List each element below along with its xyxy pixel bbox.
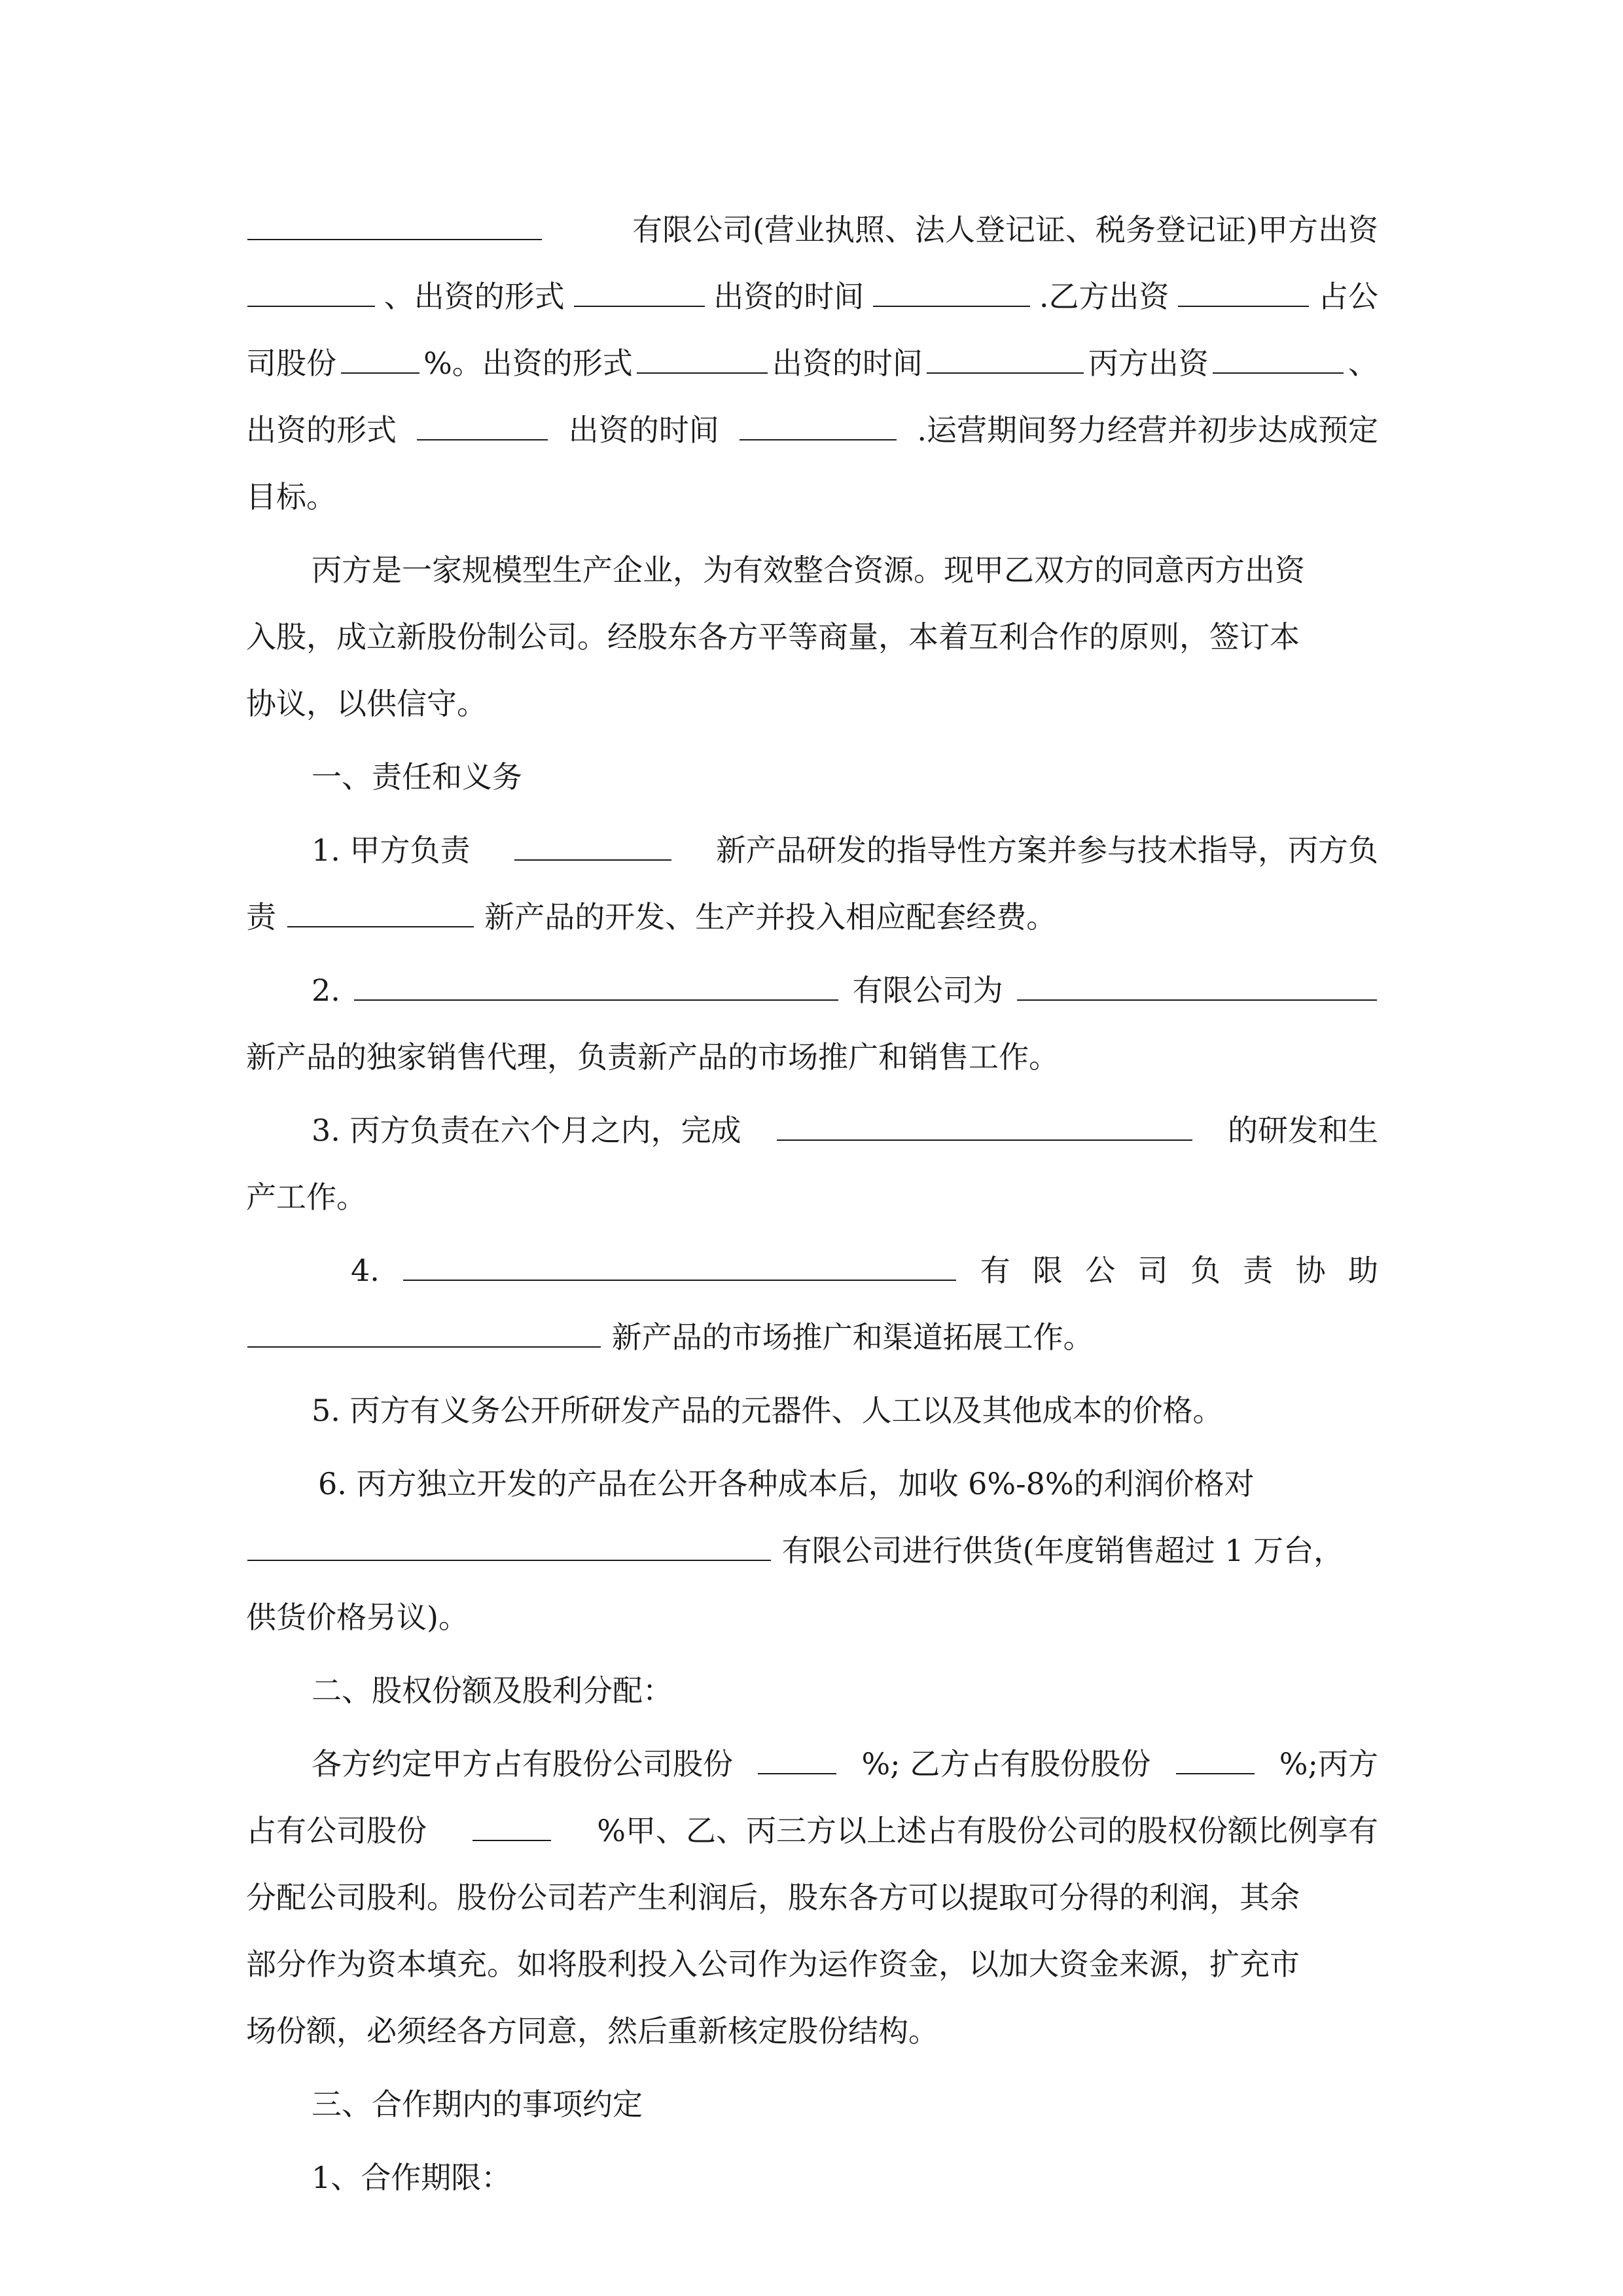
text-fragment: 公 [1085,1253,1116,1288]
fill-in-blank [403,1256,956,1281]
fill-in-blank [341,349,419,374]
list-item-line [246,957,1378,1024]
paragraph-line [246,397,1378,463]
text-fragment: 责 [246,899,276,935]
paragraph-line: 分配公司股利。股份公司若产生利润后，股东各方可以提取可分得的利润，其余 [246,1880,1300,1915]
fill-in-blank [927,349,1084,374]
fill-in-blank [574,282,705,307]
text-fragment: 出资的时间 [713,279,865,314]
text-fragment: 责 [1243,1253,1274,1288]
fill-in-blank [1176,1749,1255,1774]
fill-in-blank [287,903,474,927]
text-fragment: 丙方出资 [1088,346,1209,381]
paragraph-line [246,1797,1378,1864]
fill-in-blank [637,349,768,374]
fill-in-blank [758,1749,836,1774]
text-fragment: 占有公司股份 [246,1813,427,1848]
text-fragment: 占公 [1317,279,1378,314]
text-fragment: 协 [1295,1253,1326,1288]
fill-in-blank [1213,349,1344,374]
fill-in-blank [873,282,1030,307]
section-heading: 二、股权份额及股利分配： [312,1673,673,1708]
paragraph-line: 入股，成立新股份制公司。经股东各方平等商量，本着互利合作的原则，签订本 [246,619,1300,655]
list-item-line: 供货价格另议)。 [246,1600,469,1635]
fill-in-blank [417,416,548,440]
paragraph-line [246,1731,1378,1797]
subsection-heading: 1、合作期限： [312,2160,512,2195]
text-fragment: 、 [1347,346,1378,381]
section-heading: 三、合作期内的事项约定 [312,2087,643,2122]
fill-in-blank [777,1116,1192,1141]
text-fragment: 6. 丙方独立开发的产品在公开各种成本后，加收 6%-8%的利润价格对 [318,1466,1255,1501]
paragraph-line [246,330,1378,397]
text-fragment: 有限公司为 [852,973,1003,1008]
text-fragment: 有 [980,1253,1010,1288]
fill-in-blank [740,416,897,440]
document-body [246,196,1378,2211]
text-fragment: 助 [1347,1253,1378,1288]
paragraph-line: 场份额，必须经各方同意，然后重新核定股份结构。 [246,2013,938,2049]
paragraph-line: 部分作为资本填充。如将股利投入公司作为运作资金，以加大资金来源，扩充市 [246,1946,1300,1982]
text-fragment: 司 [1137,1253,1168,1288]
fill-in-blank [247,1536,771,1561]
list-item-line [246,1517,1378,1584]
text-fragment: 出资的形式 [246,412,397,448]
text-fragment: 司股份 [246,346,336,381]
text-fragment: 目标。 [246,479,336,514]
text-fragment: 1. 甲方负责 [312,833,471,868]
text-fragment: %; 乙方占有股份股份 [861,1746,1151,1782]
text-fragment: 出资的时间 [568,412,719,448]
list-item-line: 产工作。 [246,1179,366,1215]
paragraph-line: 协议，以供信守。 [246,686,487,721]
paragraph-line: 丙方是一家规模型生产企业，为有效整合资源。现甲乙双方的同意丙方出资 [312,552,1305,588]
text-fragment: 出资的时间 [772,346,923,381]
fill-in-blank [247,282,375,307]
paragraph-line [246,463,1378,530]
list-item-line [246,1237,1378,1304]
paragraph-line [246,196,1378,263]
fill-in-blank [247,1323,601,1348]
text-fragment: 各方约定甲方占有股份公司股份 [312,1746,733,1782]
text-fragment: 4. [351,1253,380,1288]
text-fragment: 2. [312,973,340,1008]
list-item-line: 5. 丙方有义务公开所研发产品的元器件、人工以及其他成本的价格。 [312,1393,1223,1428]
list-item-line [246,1450,1378,1517]
text-fragment: 有限公司进行供货(年度销售超过 1 万台， [781,1533,1344,1568]
list-item-line [246,817,1378,884]
text-fragment: %。出资的形式 [423,346,633,381]
fill-in-blank [354,976,838,1001]
text-fragment: .乙方出资 [1039,279,1169,314]
section-heading: 一、责任和义务 [312,759,522,795]
text-fragment: 限 [1032,1253,1063,1288]
text-fragment: %;丙方 [1279,1746,1378,1782]
paragraph-line [246,263,1378,330]
text-fragment: 、出资的形式 [383,279,565,314]
list-item-line: 新产品的独家销售代理，负责新产品的市场推广和销售工作。 [246,1039,1059,1075]
fill-in-blank [473,1816,551,1841]
text-fragment: 新产品的市场推广和渠道拓展工作。 [611,1319,1094,1355]
text-fragment: 有限公司(营业执照、法人登记证、税务登记证)甲方出资 [632,212,1378,247]
text-fragment: 的研发和生 [1227,1113,1378,1148]
text-fragment: 负 [1190,1253,1221,1288]
fill-in-blank [1017,976,1377,1001]
list-item-line [246,1097,1378,1164]
text-fragment: 新产品研发的指导性方案并参与技术指导，丙方负 [715,833,1378,868]
fill-in-blank [514,836,671,861]
list-item-line [246,1304,1378,1371]
text-fragment: 新产品的开发、生产并投入相应配套经费。 [484,899,1057,935]
fill-in-blank [247,215,542,240]
text-fragment: %甲、乙、丙三方以上述占有股份公司的股权份额比例享有 [597,1813,1378,1848]
list-item-line [246,884,1378,950]
text-fragment: 3. 丙方负责在六个月之内，完成 [312,1113,741,1148]
fill-in-blank [1178,282,1309,307]
text-fragment: .运营期间努力经营并初步达成预定 [917,412,1378,448]
